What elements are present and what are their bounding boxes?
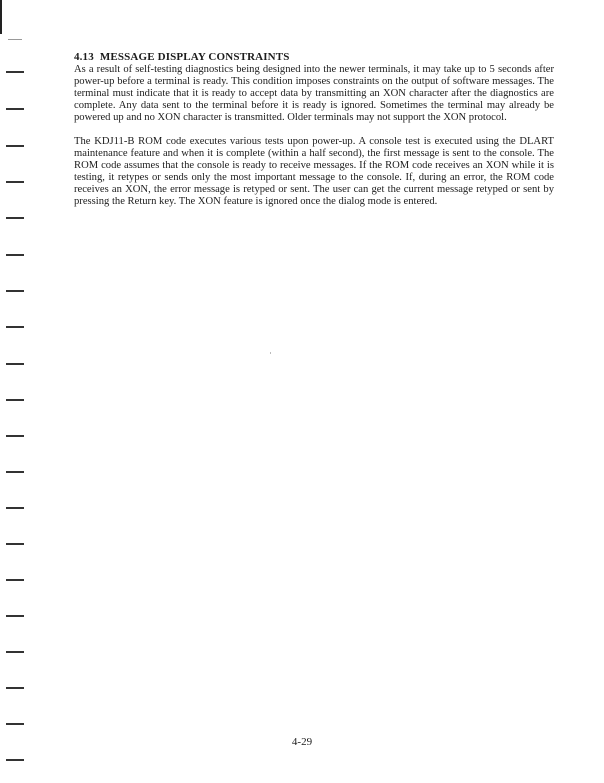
- binder-margin: [0, 0, 30, 783]
- margin-tick: [6, 217, 24, 219]
- margin-tick: [6, 326, 24, 328]
- margin-tick: [6, 507, 24, 509]
- margin-tick: [6, 651, 24, 653]
- margin-tick: [8, 39, 22, 40]
- paragraph-rom-code: The KDJ11-B ROM code executes various tests upon power-up. A console test is executed using the DLART maintenance feature and when it is complete (within a half second), the first message is sent to the console. The ROM code assumes that the console is ready to receive messages. If the ROM code receives an XON while it is testing, it retypes or sends only the most important message to the console. If, during an error, the ROM code receives an XON, the error message is retyped or sent. The user can get the current message retyped or sent by pressing the Return key. The XON feature is ignored once the dialog mode is entered.: [74, 136, 554, 208]
- margin-tick: [6, 71, 24, 73]
- margin-tick: [6, 181, 24, 183]
- margin-tick: [6, 759, 24, 761]
- margin-tick: [6, 615, 24, 617]
- margin-tick: [6, 579, 24, 581]
- margin-tick: [6, 687, 24, 689]
- margin-tick: [6, 108, 24, 110]
- margin-tick: [6, 145, 24, 147]
- section-title: MESSAGE DISPLAY CONSTRAINTS: [99, 51, 290, 63]
- margin-tick: [6, 435, 24, 437]
- margin-tick: [6, 363, 24, 365]
- margin-tick: [6, 254, 24, 256]
- margin-tick: [6, 723, 24, 725]
- margin-tick: [6, 399, 24, 401]
- section-number: 4.13: [74, 51, 94, 63]
- margin-tick: [6, 471, 24, 473]
- section-heading: [74, 51, 554, 64]
- margin-tick: [6, 543, 24, 545]
- margin-tick: [6, 290, 24, 292]
- page-number: 4-29: [291, 736, 313, 748]
- document-body: [74, 51, 554, 209]
- scan-speck: [270, 352, 271, 354]
- paragraph-self-test: As a result of self-testing diagnostics being designed into the newer terminals, it may take up to 5 seconds after power-up before a terminal is ready. This condition imposes constraints on the output of software messages. The terminal must indicate that it is ready to accept data by transmitting an XON character after the diagnostics are complete. Any data sent to the terminal before it is ready is ignored. Sometimes the terminal may already be powered up and no XON character is transmitted. Older terminals may not support the XON protocol.: [74, 64, 554, 124]
